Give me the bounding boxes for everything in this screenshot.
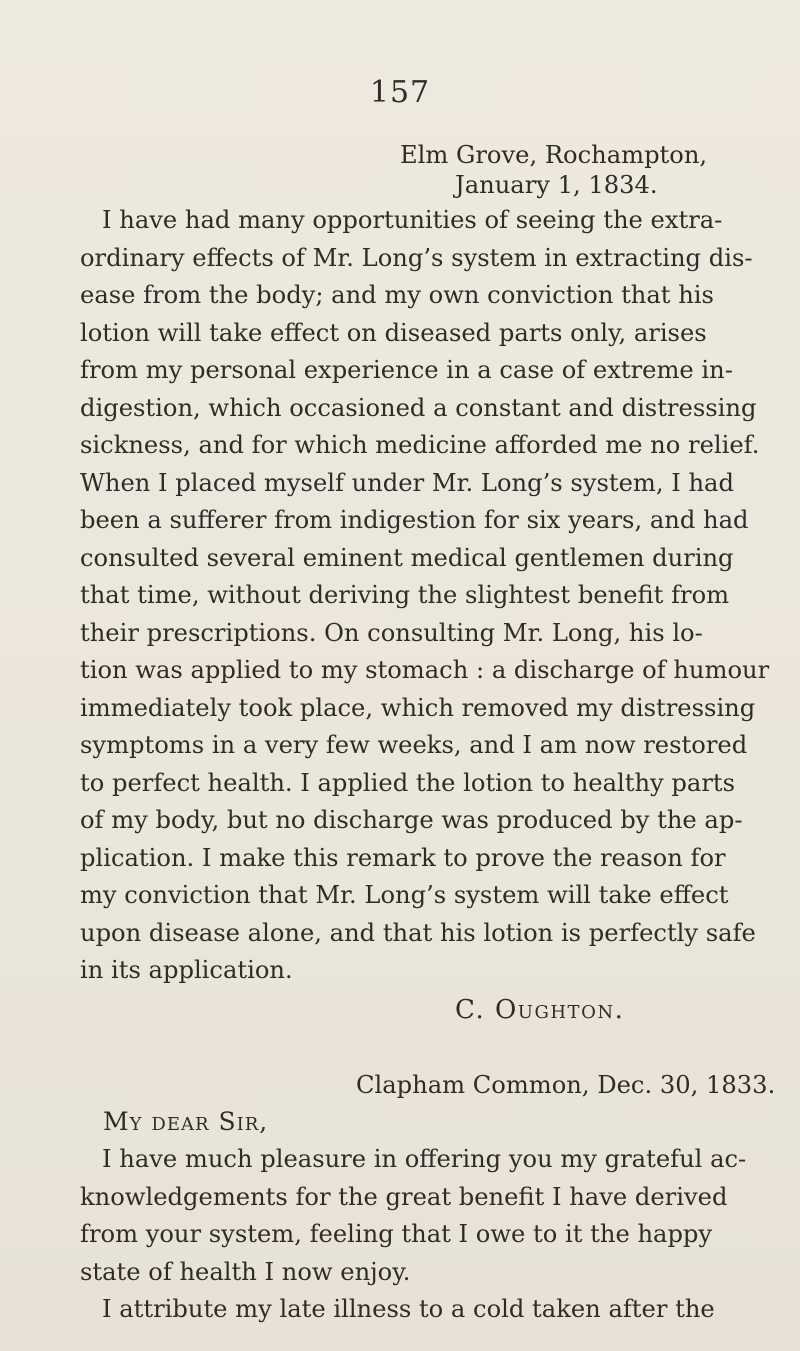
letter1-date: January 1, 1834. <box>455 171 658 199</box>
letter1-line: of my body, but no discharge was produced by the ap- <box>80 806 743 834</box>
letter1-line: symptoms in a very few weeks, and I am now restored <box>80 731 748 759</box>
letter1-line: lotion will take effect on diseased parts only, arises <box>80 319 707 347</box>
letter1-line: digestion, which occasioned a constant and distressing <box>80 394 757 422</box>
letter1-line: plication. I make this remark to prove the reason for <box>80 844 726 872</box>
letter1-line: in its application. <box>80 956 293 984</box>
letter1-address: Elm Grove, Rochampton, <box>400 141 708 169</box>
letter2-line: I attribute my late illness to a cold taken after the <box>102 1295 715 1323</box>
letter1-line: that time, without deriving the slightest benefit from <box>80 581 730 609</box>
letter1-line: my conviction that Mr. Long’s system will take effect <box>80 881 729 909</box>
letter2-line: knowledgements for the great benefit I have derived <box>80 1183 728 1211</box>
letter2-line: I have much pleasure in offering you my grateful ac- <box>102 1145 747 1173</box>
letter1-line: been a sufferer from indigestion for six years, and had <box>80 506 749 534</box>
letter2-line: state of health I now enjoy. <box>80 1258 411 1286</box>
letter1-line: their prescriptions. On consulting Mr. Long, his lo- <box>80 619 703 647</box>
letter1-line: from my personal experience in a case of extreme in- <box>80 356 733 384</box>
letter1-line: I have had many opportunities of seeing the extra- <box>102 206 723 234</box>
letter1-line: immediately took place, which removed my distressing <box>80 694 756 722</box>
letter1-line: tion was applied to my stomach : a discharge of humour <box>80 656 770 684</box>
letter2-salutation: My dear Sir, <box>103 1107 269 1136</box>
letter1-line: ease from the body; and my own conviction that his <box>80 281 714 309</box>
letter2-line: from your system, feeling that I owe to it the happy <box>80 1220 713 1248</box>
letter1-line: to perfect health. I applied the lotion to healthy parts <box>80 769 736 797</box>
letter1-line: When I placed myself under Mr. Long’s system, I had <box>80 469 734 497</box>
letter1-line: ordinary effects of Mr. Long’s system in extracting dis- <box>80 244 753 272</box>
letter2-address: Clapham Common, Dec. 30, 1833. <box>356 1071 776 1099</box>
letter1-signature: C. Oughton. <box>455 995 625 1025</box>
page-number: 157 <box>369 75 431 110</box>
letter1-line: upon disease alone, and that his lotion is perfectly safe <box>80 919 756 947</box>
letter1-line: sickness, and for which medicine afforded me no relief. <box>80 431 760 459</box>
letter1-line: consulted several eminent medical gentlemen during <box>80 544 734 572</box>
